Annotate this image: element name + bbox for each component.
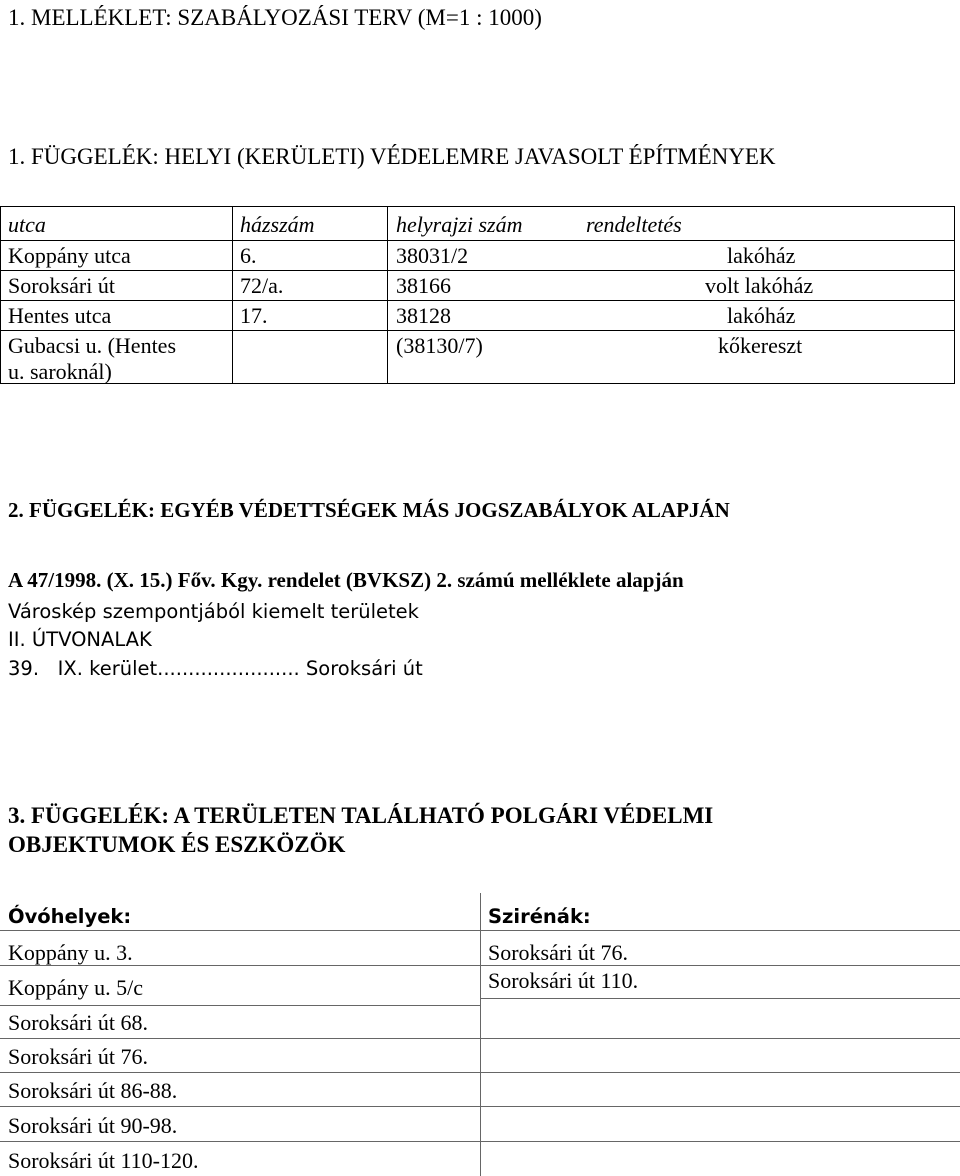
list-item: Soroksári út 110-120. — [8, 1148, 199, 1173]
table-line — [0, 1106, 960, 1107]
list-item: Soroksári út 76. — [8, 1044, 148, 1069]
appendix1-title: 1. FÜGGELÉK: HELYI (KERÜLETI) VÉDELEMRE JAVASOLT ÉPÍTMÉNYEK — [8, 144, 776, 169]
sirens-header: Szirénák: — [488, 905, 591, 928]
appendix3-title: 3. FÜGGELÉK: A TERÜLETEN TALÁLHATÓ POLGÁRI VÉDELMI — [8, 803, 714, 828]
table-line — [480, 893, 481, 1176]
table-row-use: volt lakóház — [705, 273, 814, 298]
table-line — [0, 330, 955, 331]
table-line — [0, 206, 955, 207]
table-line — [0, 270, 955, 271]
list-item: Soroksári út 110. — [488, 968, 639, 993]
table-row-number: 6. — [240, 243, 257, 268]
table-line — [387, 206, 388, 384]
list-item: Soroksári út 90-98. — [8, 1113, 178, 1138]
table-line — [0, 1005, 480, 1006]
table-line — [954, 206, 955, 384]
table-line — [0, 965, 960, 966]
protected-buildings-table — [0, 206, 955, 384]
shelters-header: Óvóhelyek: — [8, 905, 132, 928]
list-item: Soroksári út 68. — [8, 1010, 148, 1035]
header-lot: helyrajzi szám — [396, 212, 523, 237]
table-line — [232, 206, 233, 384]
list-item: Koppány u. 5/c — [8, 975, 144, 1000]
table-line — [480, 998, 960, 999]
district-line: 39. IX. kerület....................... Soroksári út — [8, 657, 423, 680]
table-row-street: Gubacsi u. (Hentes — [8, 333, 177, 358]
routes-line: II. ÚTVONALAK — [8, 628, 152, 651]
table-row-number: 72/a. — [240, 273, 284, 298]
header-street: utca — [8, 212, 46, 237]
table-row-street: Soroksári út — [8, 273, 115, 298]
table-line — [0, 206, 1, 384]
list-item: Soroksári út 76. — [488, 940, 628, 965]
table-row-use: lakóház — [727, 303, 796, 328]
annex-title: 1. MELLÉKLET: SZABÁLYOZÁSI TERV (M=1 : 1000) — [8, 5, 542, 30]
appendix3-title-cont: OBJEKTUMOK ÉS ESZKÖZÖK — [8, 832, 346, 857]
table-row-lot: 38166 — [396, 273, 451, 298]
list-item: Soroksári út 86-88. — [8, 1078, 178, 1103]
table-line — [0, 1072, 960, 1073]
table-row-street: Hentes utca — [8, 303, 112, 328]
table-row-lot: 38031/2 — [396, 243, 469, 268]
appendix2-title: 2. FÜGGELÉK: EGYÉB VÉDETTSÉGEK MÁS JOGSZABÁLYOK ALAPJÁN — [8, 498, 730, 522]
table-line — [0, 1141, 960, 1142]
table-row-lot: (38130/7) — [396, 333, 483, 358]
table-row-number: 17. — [240, 303, 268, 328]
table-row-lot: 38128 — [396, 303, 451, 328]
table-line — [0, 300, 955, 301]
table-line — [0, 1038, 960, 1039]
table-row-street-cont: u. saroknál) — [8, 359, 112, 384]
table-line — [0, 930, 960, 931]
table-line — [0, 240, 955, 241]
decree-reference: A 47/1998. (X. 15.) Főv. Kgy. rendelet (BVKSZ) 2. számú melléklete alapján — [8, 568, 684, 592]
table-row-street: Koppány utca — [8, 243, 131, 268]
list-item: Koppány u. 3. — [8, 940, 133, 965]
table-row-use: lakóház — [727, 243, 796, 268]
cityscape-line: Városkép szempontjából kiemelt területek — [8, 600, 419, 623]
table-row-use: kőkereszt — [718, 333, 803, 358]
header-number: házszám — [240, 212, 315, 237]
table-line — [0, 383, 955, 384]
header-use: rendeltetés — [586, 212, 682, 237]
